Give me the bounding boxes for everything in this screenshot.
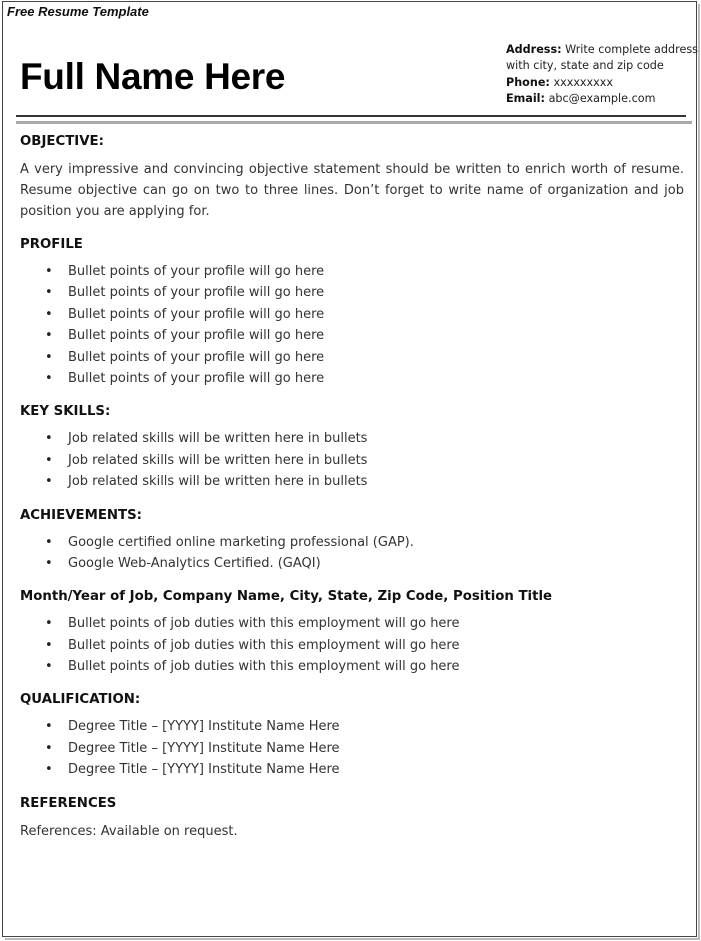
full-name-heading: Full Name Here bbox=[20, 56, 286, 97]
profile-item: • Bullet points of your profile will go here bbox=[20, 282, 684, 303]
job-title: Month/Year of Job, Company Name, City, State, Zip Code, Position Title bbox=[20, 589, 553, 605]
phone-value: xxxxxxxxx bbox=[553, 75, 614, 89]
contact-block bbox=[506, 42, 698, 107]
objective-title: OBJECTIVE: bbox=[20, 134, 104, 149]
profile-item: • Bullet points of your profile will go here bbox=[20, 304, 684, 325]
phone-row bbox=[506, 75, 698, 91]
resume-body bbox=[20, 134, 684, 842]
address-row bbox=[506, 42, 698, 58]
qualification-item: • Degree Title – [YYYY] Institute Name Here bbox=[20, 716, 684, 737]
references-title: REFERENCES bbox=[20, 795, 117, 811]
key-skill-item: • Job related skills will be written here in bullets bbox=[20, 471, 684, 492]
key-skill-item: • Job related skills will be written here in bullets bbox=[20, 428, 684, 449]
achievement-item: • Google Web-Analytics Certified. (GAQI) bbox=[20, 553, 684, 574]
key-skill-item: • Job related skills will be written here in bullets bbox=[20, 450, 684, 471]
email-value: abc@example.com bbox=[548, 91, 656, 105]
header-divider bbox=[16, 115, 686, 117]
job-duty-item: • Bullet points of job duties with this employment will go here bbox=[20, 656, 684, 677]
job-duty-item: • Bullet points of job duties with this employment will go here bbox=[20, 635, 684, 656]
achievement-item: • Google certified online marketing professional (GAP). bbox=[20, 532, 684, 553]
achievements-list bbox=[20, 532, 684, 575]
job-duties-list bbox=[20, 613, 684, 677]
profile-item: • Bullet points of your profile will go here bbox=[20, 347, 684, 368]
address-line1: Write complete address bbox=[565, 43, 698, 56]
key-skills-list bbox=[20, 428, 684, 492]
job-duty-item: • Bullet points of job duties with this employment will go here bbox=[20, 613, 684, 634]
template-label: Free Resume Template bbox=[7, 4, 149, 19]
qualification-item: • Degree Title – [YYYY] Institute Name Here bbox=[20, 738, 684, 759]
qualification-title: QUALIFICATION: bbox=[20, 692, 141, 708]
header-divider-shadow bbox=[16, 121, 692, 124]
phone-label: Phone: bbox=[506, 75, 550, 89]
key-skills-title: KEY SKILLS: bbox=[20, 404, 111, 420]
references-text: References: Available on request. bbox=[20, 823, 238, 839]
qualification-list bbox=[20, 716, 684, 780]
qualification-item: • Degree Title – [YYYY] Institute Name Here bbox=[20, 759, 684, 780]
profile-title: PROFILE bbox=[20, 237, 83, 252]
address-line2: with city, state and zip code bbox=[506, 59, 664, 73]
achievements-title: ACHIEVEMENTS: bbox=[20, 507, 142, 523]
profile-item: • Bullet points of your profile will go here bbox=[20, 261, 684, 282]
profile-item: • Bullet points of your profile will go here bbox=[20, 368, 684, 389]
address-label: Address: bbox=[506, 43, 562, 56]
profile-item: • Bullet points of your profile will go here bbox=[20, 325, 684, 346]
email-row bbox=[506, 91, 698, 107]
objective-text: A very impressive and convincing objective statement should be written to enrich worth of resume. Resume objective can go on two to three lines. Don’t forget to write name of organization and job position you are applying for. bbox=[20, 162, 684, 219]
profile-list bbox=[20, 261, 684, 389]
email-label: Email: bbox=[506, 91, 545, 105]
